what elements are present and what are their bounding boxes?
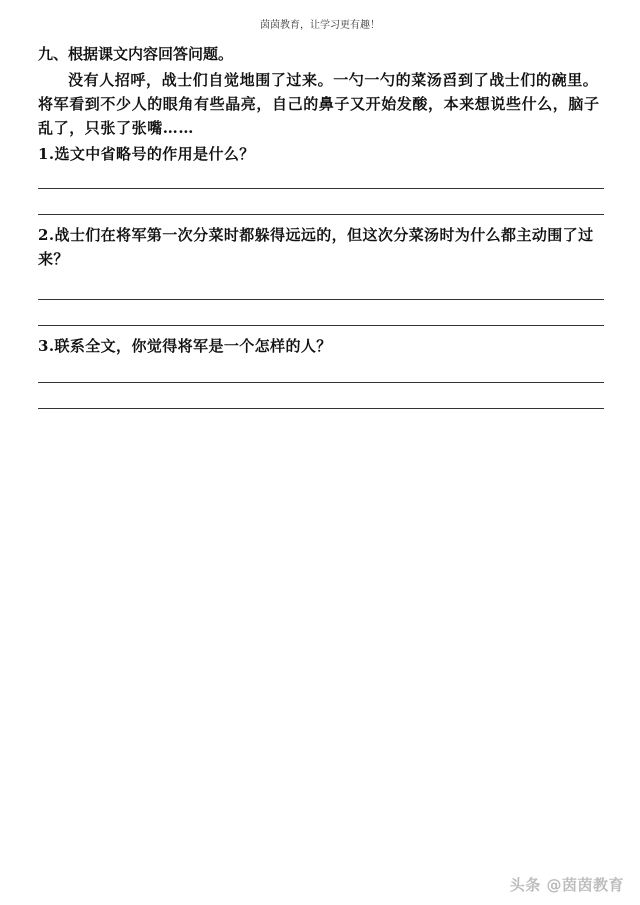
page-header: 茵茵教育，让学习更有趣！ xyxy=(260,20,380,31)
answer-line[interactable] xyxy=(38,214,604,215)
reading-passage: 没有人招呼，战士们自觉地围了过来。一勺一勺的菜汤舀到了战士们的碗里。将军看到不少人的眼角有些晶亮，自己的鼻子又开始发酸，本来想说些什么，脑子乱了，只张了张嘴…… xyxy=(38,71,600,137)
answer-line[interactable] xyxy=(38,325,604,326)
question-2: 2.战士们在将军第一次分菜时都躲得远远的，但这次分菜汤时为什么都主动围了过来？ xyxy=(38,226,594,268)
question-3: 3.联系全文，你觉得将军是一个怎样的人？ xyxy=(38,337,332,355)
watermark: 头条 @茵茵教育 xyxy=(509,876,624,894)
answer-line[interactable] xyxy=(38,188,604,189)
question-1: 1.选文中省略号的作用是什么？ xyxy=(38,145,255,163)
answer-line[interactable] xyxy=(38,382,604,383)
worksheet-content xyxy=(38,44,604,409)
answer-line[interactable] xyxy=(38,299,604,300)
section-title: 九、根据课文内容回答问题。 xyxy=(38,45,234,63)
answer-line[interactable] xyxy=(38,408,604,409)
